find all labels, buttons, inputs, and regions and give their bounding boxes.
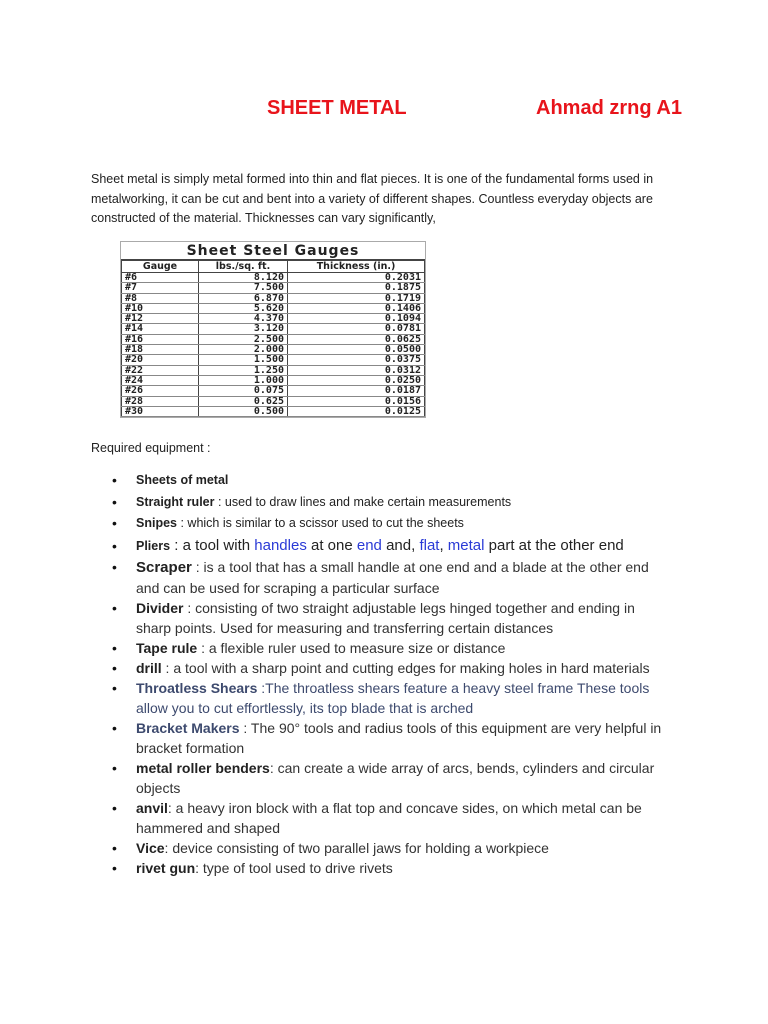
thickness-cell: 0.0250 (288, 375, 425, 385)
author-name: Ahmad zrng A1 (536, 97, 682, 119)
weight-cell: 7.500 (199, 283, 288, 293)
thickness-cell: 0.0125 (288, 406, 425, 416)
item-desc: : which is similar to a scissor used to cut the sheets (177, 516, 464, 530)
table-row (122, 314, 425, 324)
item-desc: : is a tool that has a small handle at one end and a blade at the other end and can be used for scraping a particular surface (136, 558, 649, 596)
item-desc: : a flexible ruler used to measure size or distance (197, 639, 506, 656)
thickness-cell: 0.0156 (288, 396, 425, 406)
thickness-cell: 0.0312 (288, 365, 425, 375)
gauge-cell: #22 (122, 365, 199, 375)
gauge-table-caption: Sheet Steel Gauges (121, 242, 425, 260)
table-row (122, 375, 425, 385)
gauge-table-image (120, 241, 426, 418)
table-row (122, 334, 425, 344)
weight-cell: 0.075 (199, 386, 288, 396)
thickness-cell: 0.2031 (288, 273, 425, 283)
list-item (112, 758, 672, 798)
item-name: Bracket Makers (136, 719, 240, 736)
list-item (112, 470, 672, 492)
item-desc: part at the other end (484, 536, 624, 554)
gauge-cell: #7 (122, 283, 199, 293)
weight-cell: 5.620 (199, 303, 288, 313)
weight-cell: 1.000 (199, 375, 288, 385)
item-desc: : can create a wide array of arcs, bends, cylinders and circular objects (136, 759, 655, 796)
thickness-cell: 0.1875 (288, 283, 425, 293)
weight-cell: 1.250 (199, 365, 288, 375)
gauge-cell: #16 (122, 334, 199, 344)
list-item (112, 598, 672, 638)
item-name: Sheets of metal (136, 473, 229, 487)
gauge-table (121, 242, 425, 417)
item-name: rivet gun (136, 859, 196, 876)
thickness-cell: 0.0781 (288, 324, 425, 334)
item-desc: : a tool with (170, 536, 255, 554)
document-title: SHEET METAL (267, 97, 407, 119)
column-header: lbs./sq. ft. (199, 261, 288, 273)
gauge-cell: #10 (122, 303, 199, 313)
weight-cell: 3.120 (199, 324, 288, 334)
gauge-cell: #28 (122, 396, 199, 406)
item-name: Pliers (136, 538, 171, 553)
item-name: Divider (136, 599, 184, 616)
column-header: Gauge (122, 261, 199, 273)
item-name: Throatless Shears (136, 679, 258, 696)
list-item (112, 638, 672, 658)
item-name: metal roller benders (136, 759, 270, 776)
table-row (122, 283, 425, 293)
gauge-cell: #12 (122, 314, 199, 324)
weight-cell: 6.870 (199, 293, 288, 303)
table-row (122, 406, 425, 416)
list-item (112, 658, 672, 678)
weight-cell: 2.500 (199, 334, 288, 344)
item-desc-link: handles (254, 536, 307, 554)
thickness-cell: 0.0187 (288, 386, 425, 396)
thickness-cell: 0.0500 (288, 345, 425, 355)
item-desc: : used to draw lines and make certain measurements (214, 494, 512, 509)
gauge-cell: #24 (122, 375, 199, 385)
weight-cell: 1.500 (199, 355, 288, 365)
item-desc: :The throatless shears feature a heavy steel frame These tools allow you to cut effortlessly, its top blade that is arched (136, 679, 650, 716)
thickness-cell: 0.1094 (288, 314, 425, 324)
intro-paragraph: Sheet metal is simply metal formed into thin and flat pieces. It is one of the fundamental forms used in metalworking, it can be cut and bent into a variety of different shapes. Countless everyday objects are constructed of the material. Thicknesses can vary significantly, (91, 172, 654, 225)
gauge-cell: #30 (122, 406, 199, 416)
list-item (112, 535, 672, 557)
table-row (122, 386, 425, 396)
item-name: anvil (136, 799, 168, 816)
gauge-cell: #26 (122, 386, 199, 396)
item-name: Snipes (136, 516, 177, 530)
list-item (112, 492, 672, 514)
list-item (112, 718, 672, 758)
weight-cell: 0.500 (199, 406, 288, 416)
item-desc: : The 90° tools and radius tools of this equipment are very helpful in bracket formation (136, 719, 662, 756)
list-item (112, 798, 672, 838)
item-desc: and, (381, 536, 420, 554)
weight-cell: 4.370 (199, 314, 288, 324)
item-desc: : a heavy iron block with a flat top and concave sides, on which metal can be hammered and shaped (136, 799, 642, 836)
weight-cell: 2.000 (199, 345, 288, 355)
item-desc-link: end (356, 536, 382, 554)
thickness-cell: 0.1719 (288, 293, 425, 303)
item-desc-link: flat (419, 536, 440, 554)
item-name: Scraper (136, 558, 192, 576)
gauge-cell: #8 (122, 293, 199, 303)
item-desc: : a tool with a sharp point and cutting edges for making holes in hard materials (161, 659, 650, 676)
table-row (122, 396, 425, 406)
gauge-table-header-row (122, 261, 425, 273)
list-item (112, 838, 672, 858)
table-row (122, 303, 425, 313)
table-row (122, 365, 425, 375)
thickness-cell: 0.0625 (288, 334, 425, 344)
item-name: Tape rule (136, 639, 198, 656)
item-desc: : consisting of two straight adjustable legs hinged together and ending in sharp points. Used for measuring and transferring certain distances (136, 599, 635, 636)
weight-cell: 8.120 (199, 273, 288, 283)
table-row (122, 273, 425, 283)
table-row (122, 293, 425, 303)
item-desc: , (439, 536, 448, 554)
list-item (112, 858, 672, 878)
list-item (112, 557, 672, 598)
required-equipment-label: Required equipment : (91, 441, 211, 455)
thickness-cell: 0.1406 (288, 303, 425, 313)
gauge-cell: #18 (122, 345, 199, 355)
item-name: Vice (136, 839, 165, 856)
table-row (122, 345, 425, 355)
thickness-cell: 0.0375 (288, 355, 425, 365)
list-item (112, 678, 672, 718)
item-name: drill (136, 659, 162, 676)
item-desc: at one (306, 536, 357, 554)
list-item (112, 513, 672, 535)
item-desc: : device consisting of two parallel jaws for holding a workpiece (164, 839, 549, 856)
gauge-cell: #14 (122, 324, 199, 334)
gauge-cell: #6 (122, 273, 199, 283)
item-name: Straight ruler (136, 494, 215, 509)
table-row (122, 355, 425, 365)
equipment-list (112, 470, 672, 878)
column-header: Thickness (in.) (288, 261, 425, 273)
gauge-cell: #20 (122, 355, 199, 365)
table-row (122, 324, 425, 334)
item-desc: : type of tool used to drive rivets (195, 859, 393, 876)
item-desc-link: metal (447, 536, 485, 554)
weight-cell: 0.625 (199, 396, 288, 406)
